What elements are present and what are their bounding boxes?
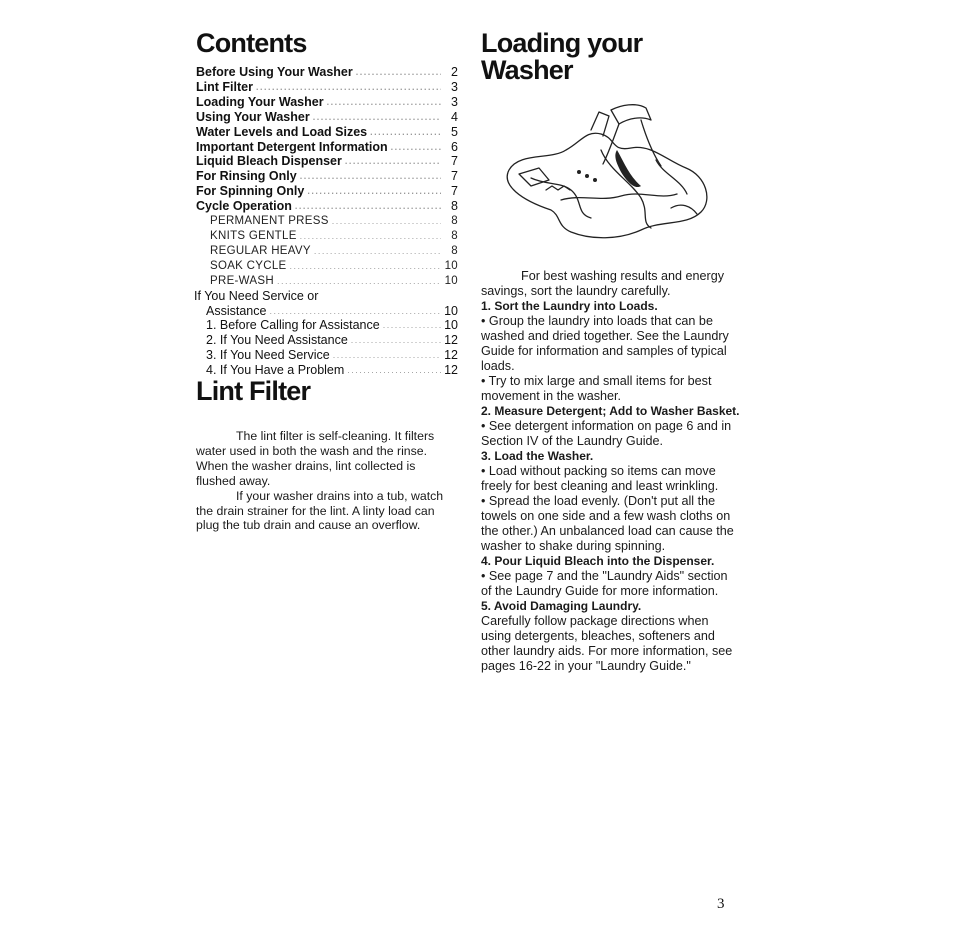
step-5-text: Carefully follow package directions when using detergents, bleaches, softeners and other laundry aids. For more information, see pages 16-22 in your "Laundry Guide." (481, 614, 733, 673)
step-5-heading: 5. Avoid Damaging Laundry. (481, 599, 642, 613)
toc-entry (196, 199, 458, 214)
toc-entry-page: 12 (444, 363, 458, 378)
toc-entry-page: 6 (451, 139, 458, 154)
step-3-bullet-1: • Load without packing so items can move freely for best cleaning and least wrinkling. (481, 464, 719, 493)
contents-title: Contents (196, 28, 307, 58)
toc-entry-page: 7 (451, 169, 458, 184)
toc-entry-label: 4. If You Have a Problem (206, 363, 345, 378)
toc-leader-dots (347, 363, 441, 378)
loading-title-line-2: Washer (481, 55, 573, 85)
toc-entry-page: 10 (444, 303, 458, 318)
right-column (481, 30, 741, 674)
toc-leader-dots (345, 154, 441, 169)
toc-entry-page: 8 (451, 244, 458, 257)
toc-leader-dots (333, 348, 441, 363)
toc-leader-dots (290, 259, 442, 274)
toc-entry-page: 3 (451, 94, 458, 109)
toc-entry (196, 80, 458, 95)
step-2-bullet-1: • See detergent information on page 6 and in Section IV of the Laundry Guide. (481, 419, 732, 448)
toc-service-entry (196, 333, 458, 348)
toc-entry (196, 169, 458, 184)
toc-entry (196, 125, 458, 140)
toc-entry-page: 10 (444, 259, 458, 272)
toc-entry-page: 8 (451, 215, 458, 228)
toc-leader-dots (383, 318, 441, 333)
step-2-heading: 2. Measure Detergent; Add to Washer Basket. (481, 404, 740, 418)
step-1-bullet-1: • Group the laundry into loads that can be washed and dried together. See the Laundry Guide for information and samples of typical loads. (481, 314, 729, 373)
toc-leader-dots (269, 304, 441, 319)
toc-service-heading: If You Need Service or (194, 288, 319, 303)
toc-leader-dots (295, 199, 441, 214)
toc-entry-label: REGULAR HEAVY (210, 244, 311, 257)
toc-entry-page: 5 (451, 124, 458, 139)
step-3-bullet-2: • Spread the load evenly. (Don't put all the towels on one side and a few wash cloths on the other.) An unbalanced load can cause the washer to shake during spinning. (481, 494, 734, 553)
toc-entry (196, 214, 458, 229)
lint-filter-para-1: The lint filter is self-cleaning. It filters water used in both the wash and the rinse. When the washer drains, lint collected is flushed away. (196, 429, 435, 488)
toc-entry-label: 2. If You Need Assistance (206, 333, 348, 348)
toc-leader-dots (332, 214, 441, 229)
toc-leader-dots (370, 125, 441, 140)
toc-service-entry (196, 304, 458, 319)
toc-leader-dots (313, 110, 441, 125)
toc-entry (196, 65, 458, 80)
toc-entry (196, 95, 458, 110)
toc-entry (196, 259, 458, 274)
loading-title-line-1: Loading your (481, 28, 643, 58)
toc-entry (196, 110, 458, 125)
toc-entry-page: 7 (451, 184, 458, 199)
toc-entry-page: 12 (444, 333, 458, 348)
toc-entry-page: 8 (451, 199, 458, 214)
toc-entry-label: Cycle Operation (196, 199, 292, 214)
toc-leader-dots (391, 140, 441, 155)
toc-entry-page: 7 (451, 154, 458, 169)
toc-entry-label: KNITS GENTLE (210, 229, 297, 242)
toc-leader-dots (300, 169, 441, 184)
left-column (196, 30, 458, 533)
toc-entry-page: 3 (451, 79, 458, 94)
step-1-bullet-2: • Try to mix large and small items for best movement in the washer. (481, 374, 712, 403)
toc-entry-label: 3. If You Need Service (206, 348, 330, 363)
step-3-heading: 3. Load the Washer. (481, 449, 594, 463)
lint-filter-para-2: If your washer drains into a tub, watch the drain strainer for the lint. A linty load can plug the tub drain and cause an overflow. (196, 488, 444, 533)
loading-title (481, 30, 741, 84)
toc-entry (196, 229, 458, 244)
toc-entry (196, 274, 458, 289)
toc-leader-dots (356, 65, 441, 80)
toc-entry-page: 10 (444, 274, 458, 287)
loading-intro: For best washing results and energy savings, sort the laundry carefully. (481, 269, 725, 298)
step-4-bullet-1: • See page 7 and the "Laundry Aids" section of the Laundry Guide for more information. (481, 569, 728, 598)
toc-entry-page: 12 (444, 348, 458, 363)
toc-entry-label: PERMANENT PRESS (210, 215, 329, 228)
toc-entry-page: 4 (451, 109, 458, 124)
toc-entry-label: Loading Your Washer (196, 94, 324, 109)
toc-entry-label: Liquid Bleach Dispenser (196, 154, 342, 169)
toc-service-entry (196, 348, 458, 363)
toc-leader-dots (277, 274, 441, 289)
step-1-heading: 1. Sort the Laundry into Loads. (481, 299, 658, 313)
toc-entry-label: Using Your Washer (196, 109, 310, 124)
toc-entry-label: PRE-WASH (210, 274, 274, 287)
toc-leader-dots (300, 229, 441, 244)
toc-service-entry (196, 318, 458, 333)
toc-entry-page: 2 (451, 65, 458, 79)
toc-leader-dots (314, 244, 441, 259)
lint-filter-text (196, 429, 458, 533)
toc-entry (196, 184, 458, 199)
page-number: 3 (717, 896, 725, 912)
toc-entry-label: Before Using Your Washer (196, 65, 353, 79)
toc-entry-label: 1. Before Calling for Assistance (206, 318, 380, 333)
step-4-heading: 4. Pour Liquid Bleach into the Dispenser. (481, 554, 715, 568)
table-of-contents (196, 65, 458, 378)
laundry-pile-illustration (491, 90, 721, 260)
toc-entry-label: Important Detergent Information (196, 139, 388, 154)
lint-filter-title: Lint Filter (196, 376, 311, 407)
toc-entry-label: Lint Filter (196, 79, 253, 94)
toc-entry-label: For Spinning Only (196, 184, 305, 199)
toc-entry-page: 8 (451, 229, 458, 242)
toc-entry (196, 140, 458, 155)
toc-entry-page: 10 (444, 318, 458, 333)
toc-leader-dots (351, 333, 441, 348)
toc-leader-dots (256, 80, 441, 95)
toc-entry-label: For Rinsing Only (196, 169, 297, 184)
toc-entry-label: SOAK CYCLE (210, 259, 287, 272)
toc-leader-dots (327, 95, 441, 110)
toc-entry (196, 154, 458, 169)
loading-text (481, 269, 741, 674)
toc-entry-label: Assistance (206, 303, 267, 318)
toc-leader-dots (307, 184, 441, 199)
toc-entry-label: Water Levels and Load Sizes (196, 124, 368, 139)
toc-entry (196, 244, 458, 259)
